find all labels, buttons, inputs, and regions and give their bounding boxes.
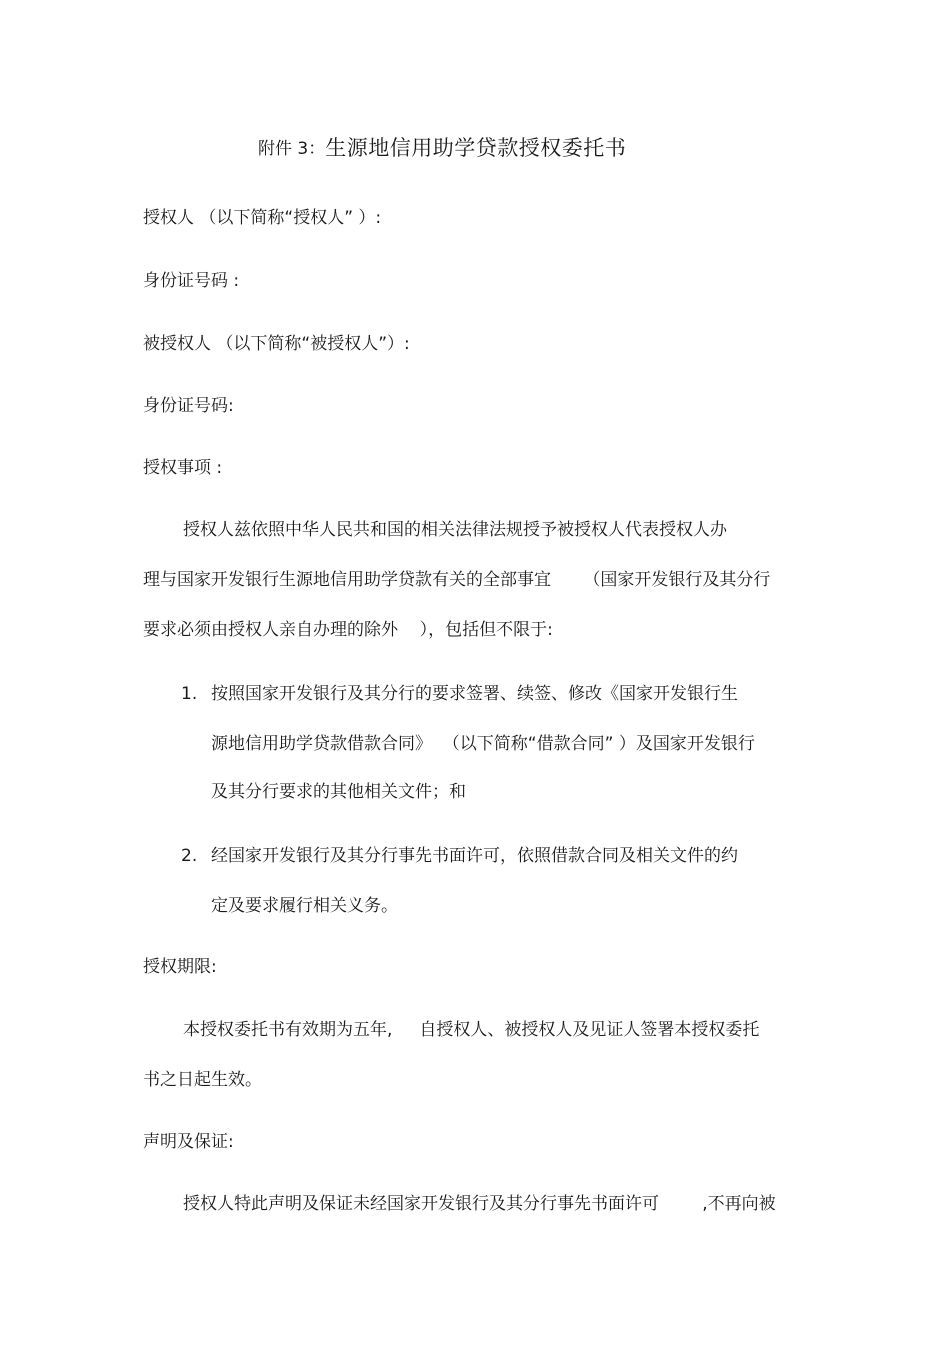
document-title — [258, 132, 626, 162]
list-item-text: 按照国家开发银行及其分行的要求签署、续签、修改《国家开发银行生 — [211, 684, 738, 704]
term-heading: 授权期限: — [143, 957, 217, 977]
matters-paragraph-line: 理与国家开发银行生源地信用助学贷款有关的全部事宜 （国家开发银行及其分行 — [143, 570, 771, 590]
term-paragraph-line: 本授权委托书有效期为五年, 自授权人、被授权人及见证人签署本授权委托 — [183, 1020, 760, 1040]
list-item-2-line: 定及要求履行相关义务。 — [211, 896, 398, 916]
list-item-1-first-line — [181, 683, 738, 705]
authorizer-field: 授权人 （以下简称“授权人” ）: — [143, 208, 382, 228]
list-item-text: 经国家开发银行及其分行事先书面许可，依照借款合同及相关文件的约 — [211, 846, 738, 866]
list-item-1-line: 及其分行要求的其他相关文件；和 — [211, 782, 466, 802]
list-item-number: 2. — [181, 846, 198, 866]
authorizer-id-field: 身份证号码 : — [143, 271, 240, 291]
authorizee-field: 被授权人 （以下简称“被授权人”）: — [143, 334, 410, 354]
title-prefix: 附件 3： — [258, 139, 326, 159]
list-item-2-first-line — [181, 845, 738, 867]
list-item-number: 1. — [181, 684, 198, 704]
matters-heading: 授权事项 : — [143, 458, 223, 478]
title-main: 生源地信用助学贷款授权委托书 — [325, 136, 627, 160]
matters-paragraph-line: 要求必须由授权人亲自办理的除外 ），包括但不限于: — [143, 620, 553, 640]
statement-heading: 声明及保证: — [143, 1132, 234, 1152]
term-paragraph-line: 书之日起生效。 — [143, 1070, 262, 1090]
list-item-1-line: 源地信用助学贷款借款合同》 （以下简称“借款合同” ）及国家开发银行 — [211, 734, 755, 754]
matters-paragraph-line: 授权人兹依照中华人民共和国的相关法律法规授予被授权人代表授权人办 — [183, 520, 727, 540]
statement-paragraph-line: 授权人特此声明及保证未经国家开发银行及其分行事先书面许可 ,不再向被 — [183, 1194, 776, 1214]
authorizee-id-field: 身份证号码: — [143, 396, 234, 416]
